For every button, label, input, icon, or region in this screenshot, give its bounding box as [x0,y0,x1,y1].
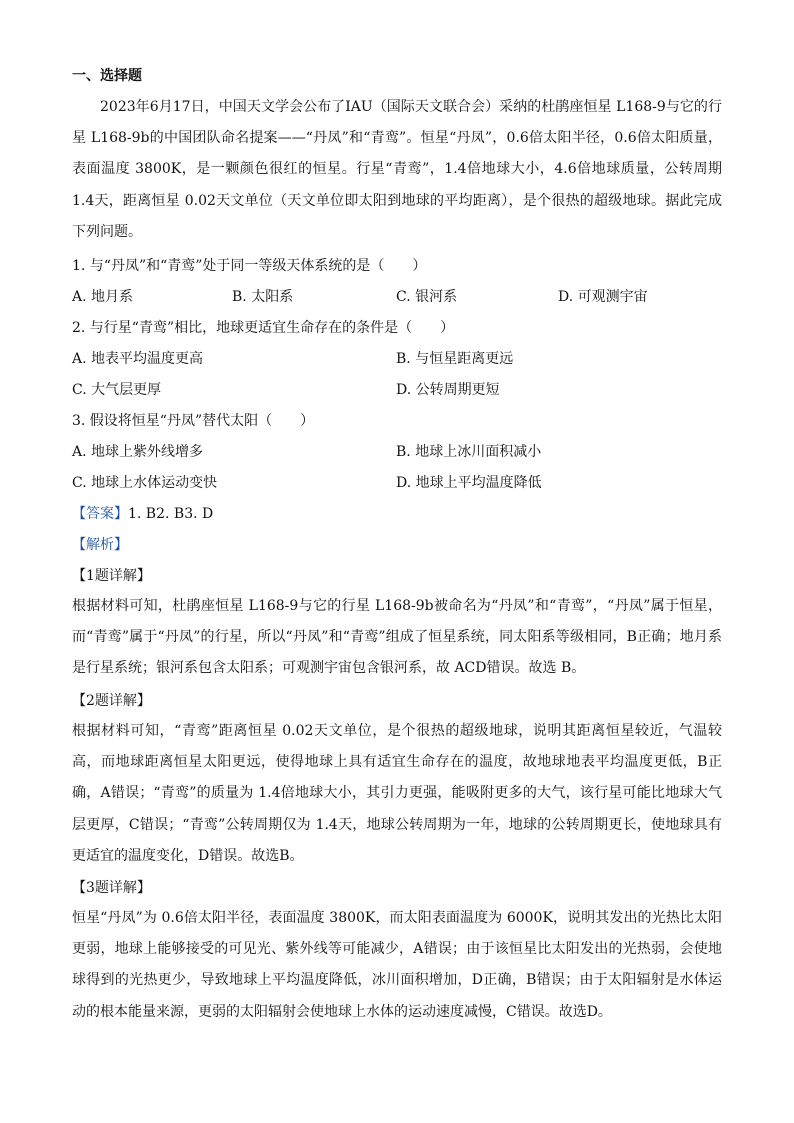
question-1-option-c[interactable]: C. 银河系 [396,289,458,305]
detail-2-label: 【2题详解】 [72,693,151,709]
detail-1-label: 【1题详解】 [72,568,151,584]
detail-1-text: 根据材料可知，杜鹃座恒星 L168-9与它的行星 L168-9b被命名为“丹凤”和“青鸾”，“丹凤”属于恒星，而“青鸾”属于“丹凤”的行星，所以“丹凤”和“青鸾”组成了恒星系统，同太阳系等级相同，B正确；地月系是行星系统；银河系包含太阳系；可观测宇宙包含银河系，故 ACD错误。故选 B。 [72,598,722,677]
detail-3-label: 【3题详解】 [72,880,151,896]
question-1-option-b[interactable]: B. 太阳系 [232,289,294,305]
question-2-option-d[interactable]: D. 公转周期更短 [396,382,500,398]
question-1-option-d[interactable]: D. 可观测宇宙 [558,289,648,305]
question-2-option-b[interactable]: B. 与恒星距离更远 [396,351,514,367]
answer-text: 1. B2. B3. D [128,506,214,522]
question-3-option-c[interactable]: C. 地球上水体运动变快 [72,475,218,491]
answer-line [72,504,213,524]
question-2-option-c[interactable]: C. 大气层更厚 [72,382,162,398]
question-3-option-b[interactable]: B. 地球上冰川面积减小 [396,444,542,460]
question-3-option-d[interactable]: D. 地球上平均温度降低 [396,475,542,491]
answer-label: 【答案】 [72,506,128,522]
detail-3-text: 恒星“丹凤”为 0.6倍太阳半径，表面温度 3800K，而太阳表面温度为 6000K，说明其发出的光热比太阳更弱，地球上能够接受的可见光、紫外线等可能减少，A错误；由于该恒星比太阳发出的光热弱，会使地球得到的光热更少，导致地球上平均温度降低，冰川面积增加，D正确，B错误；由于太阳辐射是水体运动的根本能量来源，更弱的太阳辐射会使地球上水体的运动速度减慢，C错误。故选D。 [72,910,722,1020]
question-1-option-a[interactable]: A. 地月系 [72,289,134,305]
question-2-option-a[interactable]: A. 地表平均温度更高 [72,351,204,367]
question-1-stem: 1. 与“丹凤”和“青鸾”处于同一等级天体系统的是（ ） [72,258,427,274]
section-title: 一、选择题 [72,68,142,84]
analysis-label: 【解析】 [72,537,128,553]
question-3-option-a[interactable]: A. 地球上紫外线增多 [72,444,204,460]
question-2-stem: 2. 与行星“青鸾”相比，地球更适宜生命存在的条件是（ ） [72,320,455,336]
material-paragraph: 2023年6月17日，中国天文学会公布了IAU（国际天文联合会）采纳的杜鹃座恒星 L168-9与它的行星 L168-9b的中国团队命名提案——“丹凤”和“青鸾”。恒星“丹凤”，0.6倍太阳半径，0.6倍太阳质量，表面温度 3800K，是一颗颜色很红的恒星。行星“青鸾”，1.4倍地球大小，4.6倍地球质量，公转周期 1.4天，距离恒星 0.02天文单位（天文单位即太阳到地球的平均距离），是个很热的超级地球。据此完成下列问题。 [72,99,722,240]
question-3-stem: 3. 假设将恒星“丹凤”替代太阳（ ） [72,413,315,429]
detail-2-text: 根据材料可知，“青鸾”距离恒星 0.02天文单位，是个很热的超级地球，说明其距离恒星较近，气温较高，而地球距离恒星太阳更远，使得地球上具有适宜生命存在的温度，故地球地表平均温度更低，B正确，A错误；“青鸾”的质量为 1.4倍地球大小，其引力更强，能吸附更多的大气，该行星可能比地球大气层更厚，C错误；“青鸾”公转周期仅为 1.4天，地球公转周期为一年，地球的公转周期更长，使地球具有更适宜的温度变化，D错误。故选B。 [72,723,722,864]
